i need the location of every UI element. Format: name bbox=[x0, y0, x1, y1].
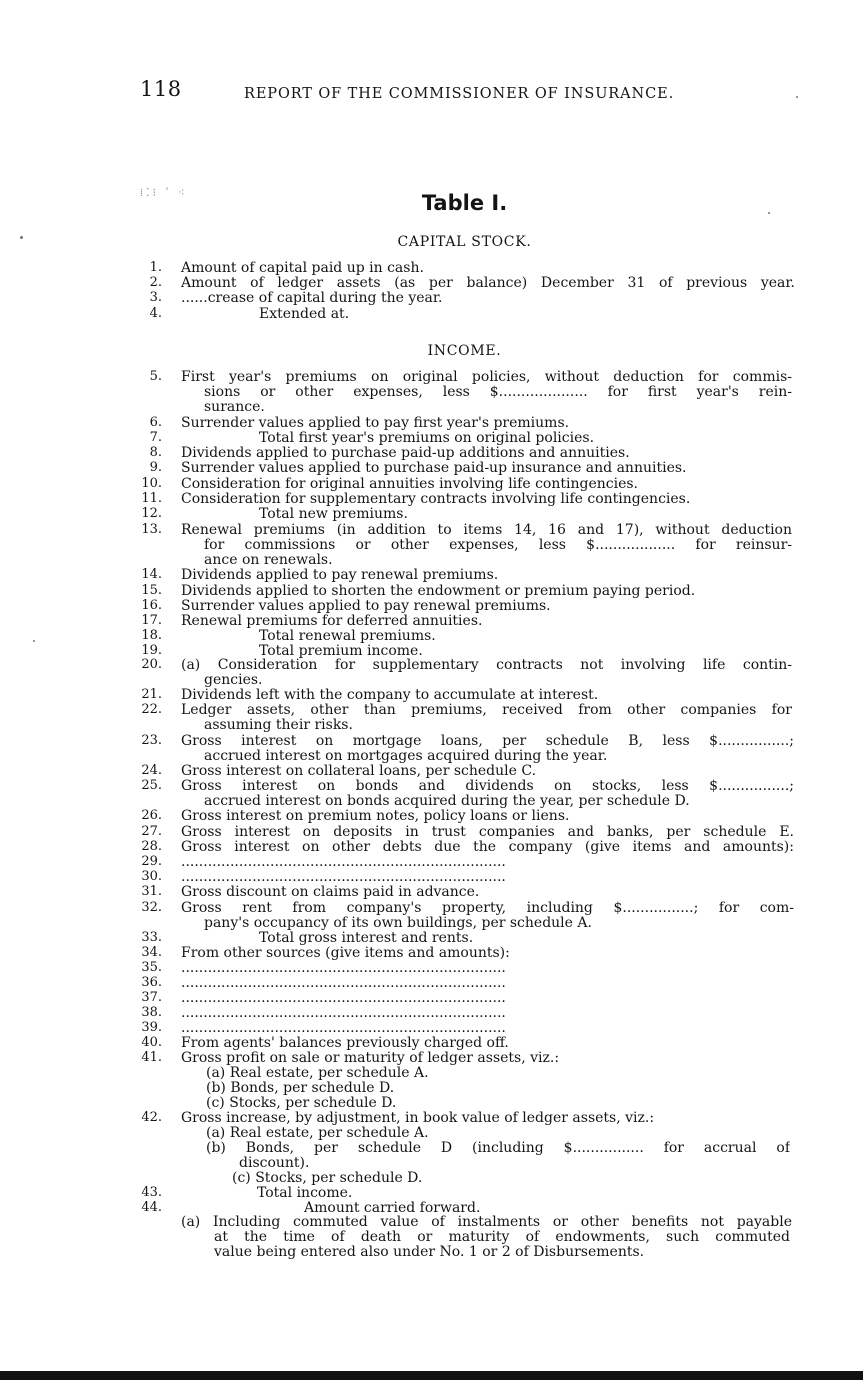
line-text: Ledger assets, other than premiums, received from other companies for bbox=[181, 703, 792, 717]
line-text: Total first year's premiums on original policies. bbox=[259, 430, 595, 446]
line-number: 10. bbox=[141, 476, 162, 491]
line-text: Renewal premiums (in addition to items 14, 16 and 17), without deduction bbox=[181, 523, 792, 537]
line-number: 18. bbox=[141, 628, 162, 643]
table-row bbox=[0, 1006, 863, 1020]
table-row bbox=[0, 261, 863, 275]
table-row bbox=[0, 991, 863, 1005]
line-number: 13. bbox=[141, 522, 162, 537]
line-text: assuming their risks. bbox=[204, 717, 353, 733]
line-number: 33. bbox=[141, 930, 162, 945]
table-row bbox=[0, 1215, 863, 1229]
table-row bbox=[0, 492, 863, 506]
table-title: Table I. bbox=[421, 191, 508, 215]
line-text: ......................................................................... bbox=[181, 1021, 506, 1035]
table-row bbox=[0, 538, 863, 552]
line-text: value being entered also under No. 1 or 2 of Disbursements. bbox=[214, 1244, 645, 1260]
line-text: Total gross interest and rents. bbox=[259, 930, 474, 946]
line-text: ......................................................................... bbox=[181, 1006, 506, 1020]
line-number: 44. bbox=[141, 1200, 162, 1215]
line-text: pany's occupancy of its own buildings, per schedule A. bbox=[204, 915, 592, 931]
line-number: 12. bbox=[141, 506, 162, 521]
table-row bbox=[0, 276, 863, 290]
line-text: Surrender values applied to pay first year's premiums. bbox=[181, 415, 570, 431]
line-number: 36. bbox=[141, 975, 162, 990]
table-row bbox=[0, 1096, 863, 1110]
table-row bbox=[0, 523, 863, 537]
line-text: Dividends left with the company to accumulate at interest. bbox=[181, 687, 599, 703]
table-row bbox=[0, 291, 863, 305]
line-number: 39. bbox=[141, 1020, 162, 1035]
income-heading: INCOME. bbox=[427, 343, 502, 359]
line-text: (a) Real estate, per schedule A. bbox=[206, 1125, 429, 1141]
table-row bbox=[0, 961, 863, 975]
line-text: Gross discount on claims paid in advance. bbox=[181, 884, 480, 900]
line-text: (c) Stocks, per schedule D. bbox=[206, 1095, 397, 1111]
table-row bbox=[0, 1036, 863, 1050]
line-number: 7. bbox=[149, 430, 162, 445]
bottom-border bbox=[0, 1371, 863, 1380]
line-number: 20. bbox=[141, 657, 162, 672]
table-row bbox=[0, 1156, 863, 1170]
line-text: surance. bbox=[204, 399, 265, 415]
line-text: discount). bbox=[239, 1155, 310, 1171]
table-row bbox=[0, 431, 863, 445]
line-number: 31. bbox=[141, 884, 162, 899]
table-row bbox=[0, 855, 863, 869]
line-text: Gross profit on sale or maturity of ledger assets, viz.: bbox=[181, 1050, 560, 1066]
table-row bbox=[0, 568, 863, 582]
table-row bbox=[0, 307, 863, 321]
line-text: Surrender values applied to pay renewal premiums. bbox=[181, 598, 551, 614]
line-text: Gross interest on mortgage loans, per schedule B, less $................; bbox=[181, 734, 794, 748]
line-number: 38. bbox=[141, 1005, 162, 1020]
table-row bbox=[0, 825, 863, 839]
line-text: (a) Consideration for supplementary contracts not involving life contin- bbox=[181, 658, 792, 672]
line-text: From agents' balances previously charged off. bbox=[181, 1035, 509, 1051]
line-text: Dividends applied to purchase paid-up additions and annuities. bbox=[181, 445, 630, 461]
line-text: (a) Real estate, per schedule A. bbox=[206, 1065, 429, 1081]
line-number: 37. bbox=[141, 990, 162, 1005]
line-text: sions or other expenses, less $.................... for first year's rein- bbox=[204, 385, 792, 399]
table-row bbox=[0, 976, 863, 990]
line-number: 30. bbox=[141, 869, 162, 884]
line-number: 22. bbox=[141, 702, 162, 717]
line-text: Gross interest on other debts due the company (give items and amounts): bbox=[181, 840, 794, 854]
table-row bbox=[0, 673, 863, 687]
table-row bbox=[0, 749, 863, 763]
line-text: Renewal premiums for deferred annuities. bbox=[181, 613, 483, 629]
line-text: ......................................................................... bbox=[181, 961, 506, 975]
capital-stock-heading: CAPITAL STOCK. bbox=[397, 234, 532, 250]
scan-speck bbox=[33, 640, 35, 642]
table-row bbox=[0, 1081, 863, 1095]
line-text: Consideration for original annuities involving life contingencies. bbox=[181, 476, 638, 492]
line-number: 17. bbox=[141, 613, 162, 628]
table-row bbox=[0, 809, 863, 823]
line-number: 21. bbox=[141, 687, 162, 702]
table-row bbox=[0, 1141, 863, 1155]
table-row bbox=[0, 734, 863, 748]
line-text: ......................................................................... bbox=[181, 870, 506, 884]
line-text: Gross interest on deposits in trust companies and banks, per schedule E. bbox=[181, 825, 794, 839]
line-text: (c) Stocks, per schedule D. bbox=[232, 1170, 423, 1186]
table-row bbox=[0, 931, 863, 945]
line-text: Amount carried forward. bbox=[304, 1200, 481, 1216]
table-row bbox=[0, 779, 863, 793]
table-row bbox=[0, 1066, 863, 1080]
line-text: Extended at. bbox=[259, 306, 350, 322]
table-row bbox=[0, 507, 863, 521]
line-number: 34. bbox=[141, 945, 162, 960]
line-text: Consideration for supplementary contracts involving life contingencies. bbox=[181, 491, 691, 507]
line-text: Dividends applied to shorten the endowment or premium paying period. bbox=[181, 583, 696, 599]
line-text: (b) Bonds, per schedule D (including $................ for accrual of bbox=[206, 1141, 790, 1155]
scan-smudge: ⁞⁚⁝ ˈ ⁖ bbox=[140, 186, 188, 199]
table-row bbox=[0, 885, 863, 899]
table-row bbox=[0, 461, 863, 475]
line-text: Surrender values applied to purchase paid-up insurance and annuities. bbox=[181, 460, 687, 476]
line-number: 4. bbox=[149, 306, 162, 321]
line-text: ......crease of capital during the year. bbox=[181, 290, 443, 306]
line-text: Total new premiums. bbox=[259, 506, 408, 522]
table-row bbox=[0, 1111, 863, 1125]
line-text: accrued interest on mortgages acquired during the year. bbox=[204, 748, 608, 764]
table-row bbox=[0, 584, 863, 598]
line-text: gencies. bbox=[204, 672, 263, 688]
line-text: Gross interest on bonds and dividends on stocks, less $................; bbox=[181, 779, 794, 793]
table-row bbox=[0, 644, 863, 658]
line-number: 16. bbox=[141, 598, 162, 613]
page-number: 118 bbox=[140, 77, 182, 101]
line-text: ......................................................................... bbox=[181, 991, 506, 1005]
line-number: 35. bbox=[141, 960, 162, 975]
line-text: Total premium income. bbox=[259, 643, 423, 659]
line-number: 14. bbox=[141, 567, 162, 582]
table-row bbox=[0, 703, 863, 717]
scan-speck bbox=[20, 236, 23, 239]
line-text: Gross interest on premium notes, policy loans or liens. bbox=[181, 808, 570, 824]
line-number: 25. bbox=[141, 778, 162, 793]
line-text: Gross interest on collateral loans, per schedule C. bbox=[181, 763, 537, 779]
table-row bbox=[0, 870, 863, 884]
line-number: 1. bbox=[149, 260, 162, 275]
scan-speck bbox=[768, 212, 770, 214]
table-row bbox=[0, 446, 863, 460]
line-number: 42. bbox=[141, 1110, 162, 1125]
line-text: ance on renewals. bbox=[204, 552, 333, 568]
line-number: 8. bbox=[149, 445, 162, 460]
line-text: Amount of ledger assets (as per balance) December 31 of previous year. bbox=[181, 276, 795, 290]
table-row bbox=[0, 658, 863, 672]
line-text: First year's premiums on original policies, without deduction for commis- bbox=[181, 370, 792, 384]
line-number: 43. bbox=[141, 1185, 162, 1200]
line-text: Total renewal premiums. bbox=[259, 628, 436, 644]
line-number: 11. bbox=[141, 491, 162, 506]
line-number: 15. bbox=[141, 583, 162, 598]
line-text: ......................................................................... bbox=[181, 855, 506, 869]
table-row bbox=[0, 370, 863, 384]
line-text: From other sources (give items and amounts): bbox=[181, 945, 510, 961]
line-number: 27. bbox=[141, 824, 162, 839]
table-row bbox=[0, 400, 863, 414]
line-number: 29. bbox=[141, 854, 162, 869]
line-number: 40. bbox=[141, 1035, 162, 1050]
line-text: for commissions or other expenses, less $.................. for reinsur- bbox=[204, 538, 792, 552]
line-number: 6. bbox=[149, 415, 162, 430]
table-row bbox=[0, 477, 863, 491]
table-row bbox=[0, 764, 863, 778]
table-row bbox=[0, 718, 863, 732]
line-number: 23. bbox=[141, 733, 162, 748]
table-row bbox=[0, 416, 863, 430]
table-row bbox=[0, 1051, 863, 1065]
table-row bbox=[0, 629, 863, 643]
line-number: 28. bbox=[141, 839, 162, 854]
line-number: 5. bbox=[149, 369, 162, 384]
table-row bbox=[0, 688, 863, 702]
table-row bbox=[0, 599, 863, 613]
line-text: Total income. bbox=[257, 1185, 353, 1201]
table-row bbox=[0, 553, 863, 567]
line-number: 3. bbox=[149, 290, 162, 305]
table-row bbox=[0, 1245, 863, 1259]
line-number: 24. bbox=[141, 763, 162, 778]
table-row bbox=[0, 1021, 863, 1035]
table-row bbox=[0, 840, 863, 854]
line-number: 26. bbox=[141, 808, 162, 823]
table-row bbox=[0, 1186, 863, 1200]
table-row bbox=[0, 1126, 863, 1140]
line-text: (a) Including commuted value of instalments or other benefits not payable bbox=[181, 1215, 792, 1229]
table-row bbox=[0, 916, 863, 930]
table-row bbox=[0, 1230, 863, 1244]
table-row bbox=[0, 1201, 863, 1215]
line-number: 32. bbox=[141, 900, 162, 915]
line-text: Dividends applied to pay renewal premiums. bbox=[181, 567, 499, 583]
line-text: ......................................................................... bbox=[181, 976, 506, 990]
running-head: REPORT OF THE COMMISSIONER OF INSURANCE. bbox=[244, 86, 675, 102]
scan-speck bbox=[796, 96, 798, 98]
line-number: 41. bbox=[141, 1050, 162, 1065]
line-text: at the time of death or maturity of endowments, such commuted bbox=[214, 1230, 790, 1244]
line-text: Amount of capital paid up in cash. bbox=[181, 260, 424, 276]
line-text: (b) Bonds, per schedule D. bbox=[206, 1080, 395, 1096]
line-text: Gross increase, by adjustment, in book value of ledger assets, viz.: bbox=[181, 1110, 655, 1126]
line-number: 2. bbox=[149, 275, 162, 290]
table-row bbox=[0, 1171, 863, 1185]
line-text: accrued interest on bonds acquired during the year, per schedule D. bbox=[204, 793, 690, 809]
table-row bbox=[0, 614, 863, 628]
line-number: 9. bbox=[149, 460, 162, 475]
table-row bbox=[0, 385, 863, 399]
table-row bbox=[0, 794, 863, 808]
line-text: Gross rent from company's property, including $................; for com- bbox=[181, 901, 794, 915]
table-row bbox=[0, 946, 863, 960]
line-number: 19. bbox=[141, 643, 162, 658]
table-row bbox=[0, 901, 863, 915]
